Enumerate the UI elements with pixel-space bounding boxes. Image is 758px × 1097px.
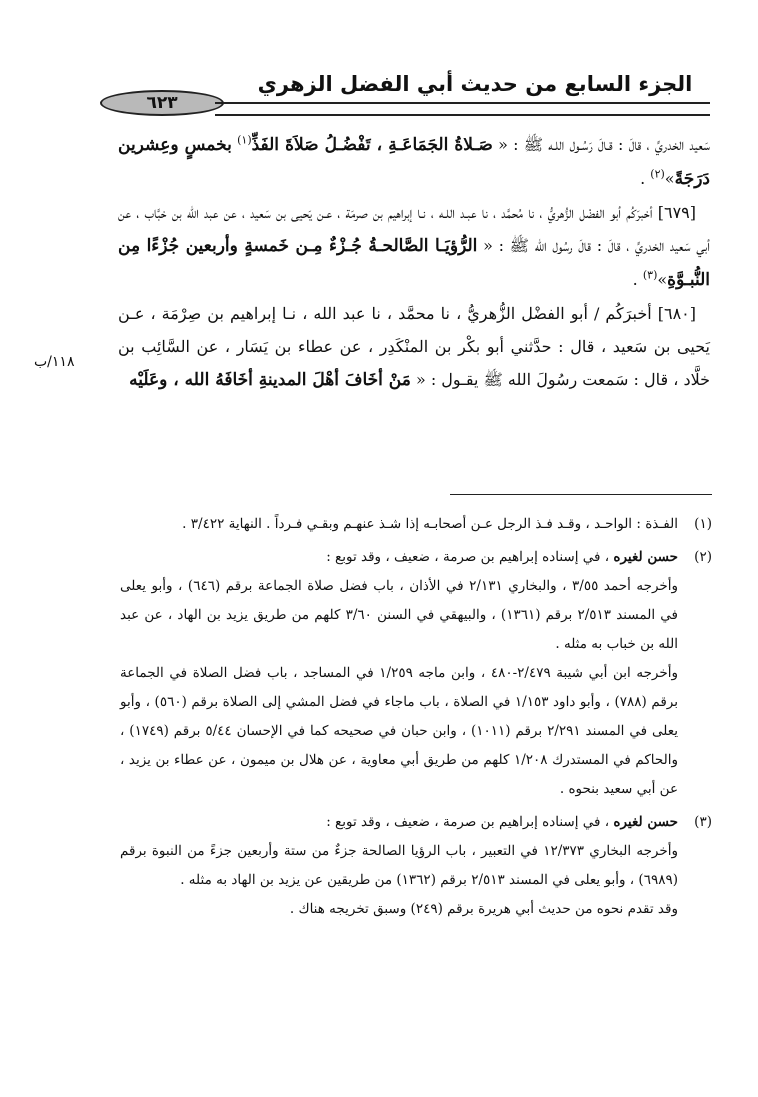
hadith-679 [118,196,710,297]
page-number-badge [100,90,224,116]
footnote-number: (٢) [694,549,712,565]
footnote-number: (٣) [694,814,712,830]
footnote-ref: (٢) [650,167,665,181]
narration-text: سَعيد الخدريِّ ، قالَ : قـالَ رَسُـول اللـه ﷺ : « [498,135,710,154]
header-rule [215,102,710,116]
narration-text: أخبرَكُم / أبو الفضْل الزُّهريُّ ، نا محمَّد ، نا عبد الله ، نـا إبراهيم بن صِرْمَة ، عـن يَحيى بن سَعيد ، قال : حدَّثني أبو بكْر بن المنْكَدِر ، عن عطاء بن يَسَار ، عن السَّائِب بن خلَّاد ، قال : سَمعت رسُولَ الله ﷺ يقـول : « [118,304,710,389]
hadith-number: [٦٧٩] [657,203,696,222]
hadith-text: بخمسٍ وعِشرين دَرَجَةً [118,135,710,189]
footnote-text: وأخرجه أحمد ٣/٥٥ ، والبخاري ٢/١٣١ في الأذان ، باب فضل صلاة الجماعة برقم (٦٤٦) ، وأبو يعلى في المسند ٢/٥١٣ برقم (١٣٦١) ، والبيهقي في السنن ٣/٦٠ كلهم من طريق يزيد بن الهاد ، عن عبد الله بن خباب به مثله . [120,578,679,652]
hadith-number: [٦٨٠] [657,304,696,323]
narration-text: أخبرَكُم أبو الفضْل الزُّهريُّ ، نا مُحمَّد ، نا عبـد اللـه ، نـا إبراهيم بن صرمَة ، عـن يَحيى بن سَعيد ، عن عبد الله بن خبَّاب ، عن أبي سَعيد الخدريِّ ، قالَ : قالَ رسُول الله ﷺ : « [118,203,710,255]
main-text [118,128,710,397]
running-title: الجزء السابع من حديث أبي الفضل الزهري [257,72,693,96]
hadith-text: الرُّؤيَـا الصَّالحـةُ جُـزْءٌ مِـن خَمسةٍ وأربعين جُزْءًا مِن النُّبـوَّةِ [118,236,710,290]
paragraph-continuation [118,128,710,196]
full-stop: . [640,169,646,188]
grading: حسن لغيره [613,549,678,565]
grading: حسن لغيره [613,814,678,830]
footnote-1 [120,510,712,539]
footnote-text: وقد تقدم نحوه من حديث أبي هريرة برقم (٢٤٩) وسبق تخريجه هناك . [289,901,678,917]
footnote-separator [450,494,712,495]
footnote-ref: (٣) [642,268,658,282]
hadith-680 [118,297,710,397]
footnotes [120,510,712,928]
footnote-number: (١) [694,516,712,532]
footnote-ref: (١) [237,133,252,147]
page-header [100,60,710,118]
footnote-text: وأخرجه البخاري ١٢/٣٧٣ في التعبير ، باب الرؤيا الصالحة جزءٌ من ستة وأربعين جزءً من النبوة برقم (٦٩٨٩) ، وأبو يعلى في المسند ٢/٥١٣ برقم (١٣٦٢) من طريقين عن يزيد بن الهاد به مثله . [120,843,678,888]
footnote-text: الفـذة : الواحـد ، وقـد فـذ الرجل عـن أصحابـه إذا شـذ عنهـم وبقـي فـرداً . النهاية ٣/٤٢٢ . [182,516,678,532]
footnote-text: ، في إسناده إبراهيم بن صرمة ، ضعيف ، وقد توبع : [326,549,610,565]
page-number: ٦٢٣ [146,93,178,113]
full-stop: . [632,270,638,289]
footnote-2 [120,543,712,804]
manuscript-folio-note: ١١٨/ب [34,354,75,370]
footnote-text: ، في إسناده إبراهيم بن صرمة ، ضعيف ، وقد توبع : [326,814,610,830]
footnote-3 [120,808,712,924]
hadith-text: مَنْ أخَافَ أهْلَ المدينةِ أخَافَهُ الله ، وعَلَيْه [129,370,411,390]
footnote-text: وأخرجه ابن أبي شيبة ٢/٤٧٩-٤٨٠ ، وابن ماجه ١/٢٥٩ في المساجد ، باب فضل الصلاة في الجماعة برقم (٧٨٨) ، وأبو داود ١/١٥٣ في الصلاة ، باب ماجاء في فضل المشي إلى الصلاة برقم (٥٦٠) ، وأبو يعلى في المسند ٢/٢٩١ برقم (١٠١١) ، وابن حبان في صحيحه كما في الإحسان ٥/٤٤ برقم (١٧٤٩) ، والحاكم في المستدرك ١/٢٠٨ كلهم من طريق أبي معاوية ، عن هلال بن ميمون ، عن عطاء بن يزيد ، عن أبي سعيد بنحوه . [120,665,678,797]
hadith-text: صَـلاةُ الجَمَاعَـةِ ، تَفْضُـلُ صَلاَةَ الفَذِّ [251,135,493,155]
quote-close: » [664,169,675,188]
quote-close: » [657,270,668,289]
